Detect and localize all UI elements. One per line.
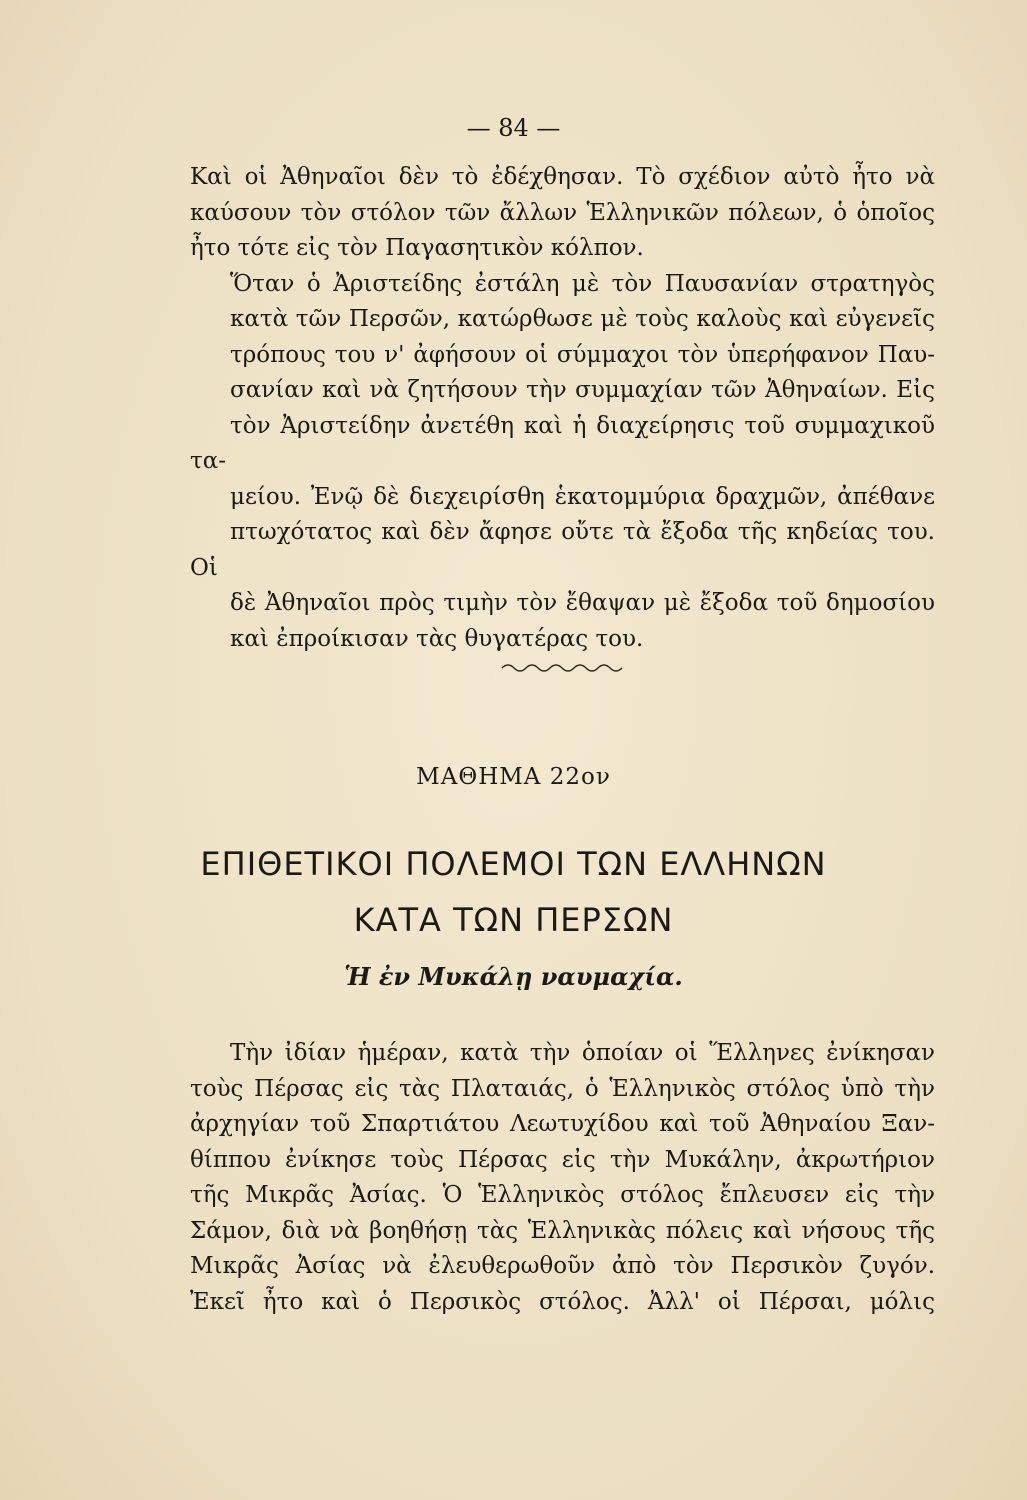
text-line: Τὴν ἰδίαν ἡμέραν, κατὰ τὴν ὁποίαν οἱ Ἕλληνες ἐνίκησαν — [230, 1040, 935, 1066]
text-line: καὶ ἐπροίκισαν τὰς θυγατέρας του. — [230, 625, 644, 652]
chapter-title-line-1: ΕΠΙΘΕΤΙΚΟΙ ΠΟΛΕΜΟΙ ΤΩΝ ΕΛΛΗΝΩΝ — [200, 845, 827, 883]
paragraph-1 — [190, 160, 935, 267]
text-line: Ὅταν ὁ Ἀριστείδης ἐστάλη μὲ τὸν Παυσανίαν στρατηγὸς — [230, 270, 935, 297]
text-line: κατὰ τῶν Περσῶν, κατώρθωσε μὲ τοὺς καλοὺς καὶ εὐγενεῖς — [230, 306, 935, 332]
text-line: μείου. Ἐνῷ δὲ διεχειρίσθη ἑκατομμύρια δραχμῶν, ἀπέθανε — [230, 483, 935, 510]
text-line: ἦτο τότε εἰς τὸν Παγασητικὸν κόλπον. — [190, 235, 644, 261]
chapter-title-line-2: ΚΑΤΑ ΤΩΝ ΠΕΡΣΩΝ — [353, 901, 674, 939]
text-line: καύσουν τὸν στόλον τῶν ἄλλων Ἑλληνικῶν πόλεων, ὁ ὁποῖος — [190, 199, 935, 226]
wave-ornament — [500, 658, 630, 678]
text-line: τῆς Μικρᾶς Ἀσίας. Ὁ Ἑλληνικὸς στόλος ἔπλευσεν εἰς τὴν — [190, 1182, 935, 1208]
body-text-top — [190, 160, 935, 657]
body-text-bottom — [190, 1036, 935, 1320]
text-line: Μικρᾶς Ἀσίας νὰ ἐλευθερωθοῦν ἀπὸ τὸν Περσικὸν ζυγόν. — [190, 1253, 935, 1279]
text-line: Ἐκεῖ ἦτο καὶ ὁ Περσικὸς στόλος. Ἀλλ' οἱ Πέρσαι, μόλις — [190, 1288, 935, 1315]
chapter-title — [0, 836, 1027, 948]
text-line: σανίαν καὶ νὰ ζητήσουν τὴν συμμαχίαν τῶν Ἀθηναίων. Εἰς — [230, 377, 935, 403]
text-line: τοὺς Πέρσας εἰς τὰς Πλαταιάς, ὁ Ἑλληνικὸς στόλος ὑπὸ τὴν — [190, 1075, 935, 1102]
page-number: — 84 — — [466, 114, 561, 142]
text-line: ἀρχηγίαν τοῦ Σπαρτιάτου Λεωτυχίδου καὶ τοῦ Ἀθηναίου Ξαν- — [190, 1111, 935, 1137]
text-line: Καὶ οἱ Ἀθηναῖοι δὲν τὸ ἐδέχθησαν. Τὸ σχέδιον αὐτὸ ἦτο νὰ — [190, 164, 935, 190]
text-line: θίππου ἐνίκησε τοὺς Πέρσας εἰς τὴν Μυκάλην, ἀκρωτήριον — [190, 1146, 935, 1173]
text-line: πτωχότατος καὶ δὲν ἄφησε οὔτε τὰ ἔξοδα τῆς κηδείας του. Οἱ — [190, 519, 935, 581]
paragraph-2 — [190, 267, 935, 658]
text-line: τὸν Ἀριστείδην ἀνετέθη καὶ ἡ διαχείρησις τοῦ συμμαχικοῦ τα- — [190, 412, 935, 474]
text-line: Σάμον, διὰ νὰ βοηθήσῃ τὰς Ἑλληνικὰς πόλεις καὶ νήσους τῆς — [190, 1217, 935, 1244]
paragraph-3 — [190, 1036, 935, 1320]
text-line: τρόπους του ν' ἀφήσουν οἱ σύμμαχοι τὸν ὑπερήφανον Παυ- — [230, 341, 935, 368]
text-line: δὲ Ἀθηναῖοι πρὸς τιμὴν τὸν ἔθαψαν μὲ ἔξοδα τοῦ δημοσίου — [230, 590, 935, 616]
lesson-label: ΜΑΘΗΜΑ 22ον — [416, 764, 611, 790]
section-subtitle: Ἡ ἐν Μυκάλῃ ναυμαχία. — [344, 962, 683, 991]
